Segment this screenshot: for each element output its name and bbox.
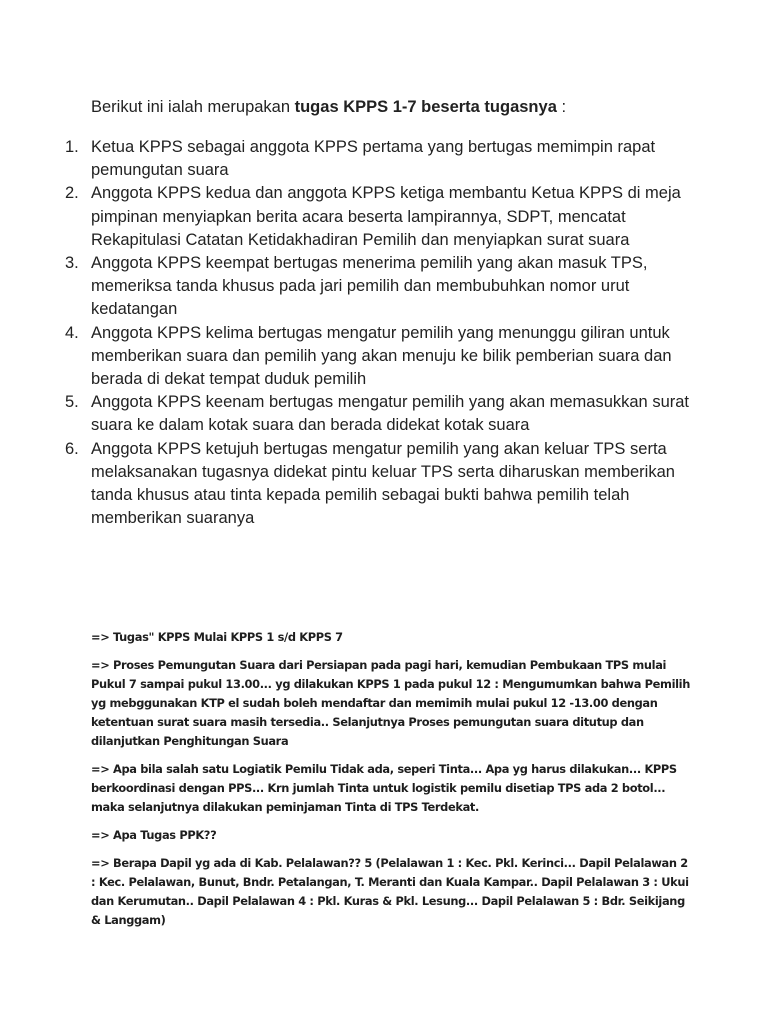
list-item [65, 182, 695, 252]
list-item-number: 3. [65, 254, 79, 273]
note-paragraph: => Apa bila salah satu Logiatik Pemilu Tidak ada, seperi Tinta... Apa yg harus dilakukan... KPPS berkoordinasi dengan PPS... Krn jumlah Tinta untuk logistik pemilu disetiap TPS ada 2 botol... maka selanjutnya dilakukan peminjaman Tinta di TPS Terdekat. [91, 762, 677, 814]
list-item [65, 391, 695, 437]
list-item-text: Anggota KPPS kedua dan anggota KPPS ketiga membantu Ketua KPPS di meja pimpinan menyiapkan berita acara beserta lampirannya, SDPT, mencatat Rekapitulasi Catatan Ketidakhadiran Pemilih dan menyiapkan surat suara [91, 184, 681, 249]
list-item-number: 6. [65, 439, 79, 458]
list-item-text: Anggota KPPS keenam bertugas mengatur pemilih yang akan memasukkan surat suara ke dalam kotak suara dan berada didekat kotak suara [91, 393, 690, 435]
intro-line [91, 95, 711, 119]
note-paragraph: => Proses Pemungutan Suara dari Persiapan pada pagi hari, kemudian Pembukaan TPS mulai Pukul 7 sampai pukul 13.00... yg dilakukan KPPS 1 pada pukul 12 : Mengumumkan bahwa Pemilih yg mebggunakan KTP el sudah boleh mendaftar dan memimih mulai pukul 12 -13.00 dengan ketentuan surat suara masih tersedia.. Selanjutnya Proses pemungutan suara ditutup dan dilanjutkan Penghitungan Suara [91, 658, 690, 748]
list-item-number: 1. [65, 138, 79, 156]
list-item-text: Anggota KPPS ketujuh bertugas mengatur pemilih yang akan keluar TPS serta melaksanakan tugasnya didekat pintu keluar TPS serta diharuskan memberikan tanda khusus atau tinta kepada pemilih sebagai bukti bahwa pemilih telah memberikan suaranya [91, 439, 675, 528]
intro-bold-phrase: tugas KPPS 1-7 beserta tugasnya [294, 98, 557, 116]
list-item [65, 322, 695, 392]
list-item-number: 2. [65, 184, 79, 203]
list-item-number: 4. [65, 323, 79, 342]
list-item-text: Anggota KPPS kelima bertugas mengatur pemilih yang menunggu giliran untuk memberikan suara dan pemilih yang akan menuju ke bilik pemberian suara dan berada di dekat tempat duduk pemilih [91, 323, 672, 389]
intro-prefix: Berikut ini ialah merupakan [91, 98, 295, 116]
list-item-text: Ketua KPPS sebagai anggota KPPS pertama yang bertugas memimpin rapat pemungutan suara [91, 138, 656, 180]
note-paragraph: => Tugas" KPPS Mulai KPPS 1 s/d KPPS 7 [91, 630, 343, 644]
list-item [65, 252, 695, 322]
list-item [65, 136, 695, 182]
list-item [65, 438, 695, 531]
intro-suffix: : [556, 98, 567, 116]
list-item-number: 5. [65, 393, 79, 412]
list-item-text: Anggota KPPS keempat bertugas menerima pemilih yang akan masuk TPS, memeriksa tanda khusus pada jari pemilih dan membubuhkan nomor urut kedatangan [91, 254, 648, 319]
note-paragraph: => Apa Tugas PPK?? [91, 828, 217, 842]
task-list [65, 136, 695, 530]
notes-section [91, 628, 691, 939]
note-paragraph: => Berapa Dapil yg ada di Kab. Pelalawan?? 5 (Pelalawan 1 : Kec. Pkl. Kerinci... Dapil Pelalawan 2 : Kec. Pelalawan, Bunut, Bndr. Petalangan, T. Meranti dan Kuala Kampar.. Dapil Pelalawan 3 : Ukui dan Kerumutan.. Dapil Pelalawan 4 : Pkl. Kuras & Pkl. Lesung... Dapil Pelalawan 5 : Bdr. Seikijang & Langgam) [91, 856, 689, 927]
